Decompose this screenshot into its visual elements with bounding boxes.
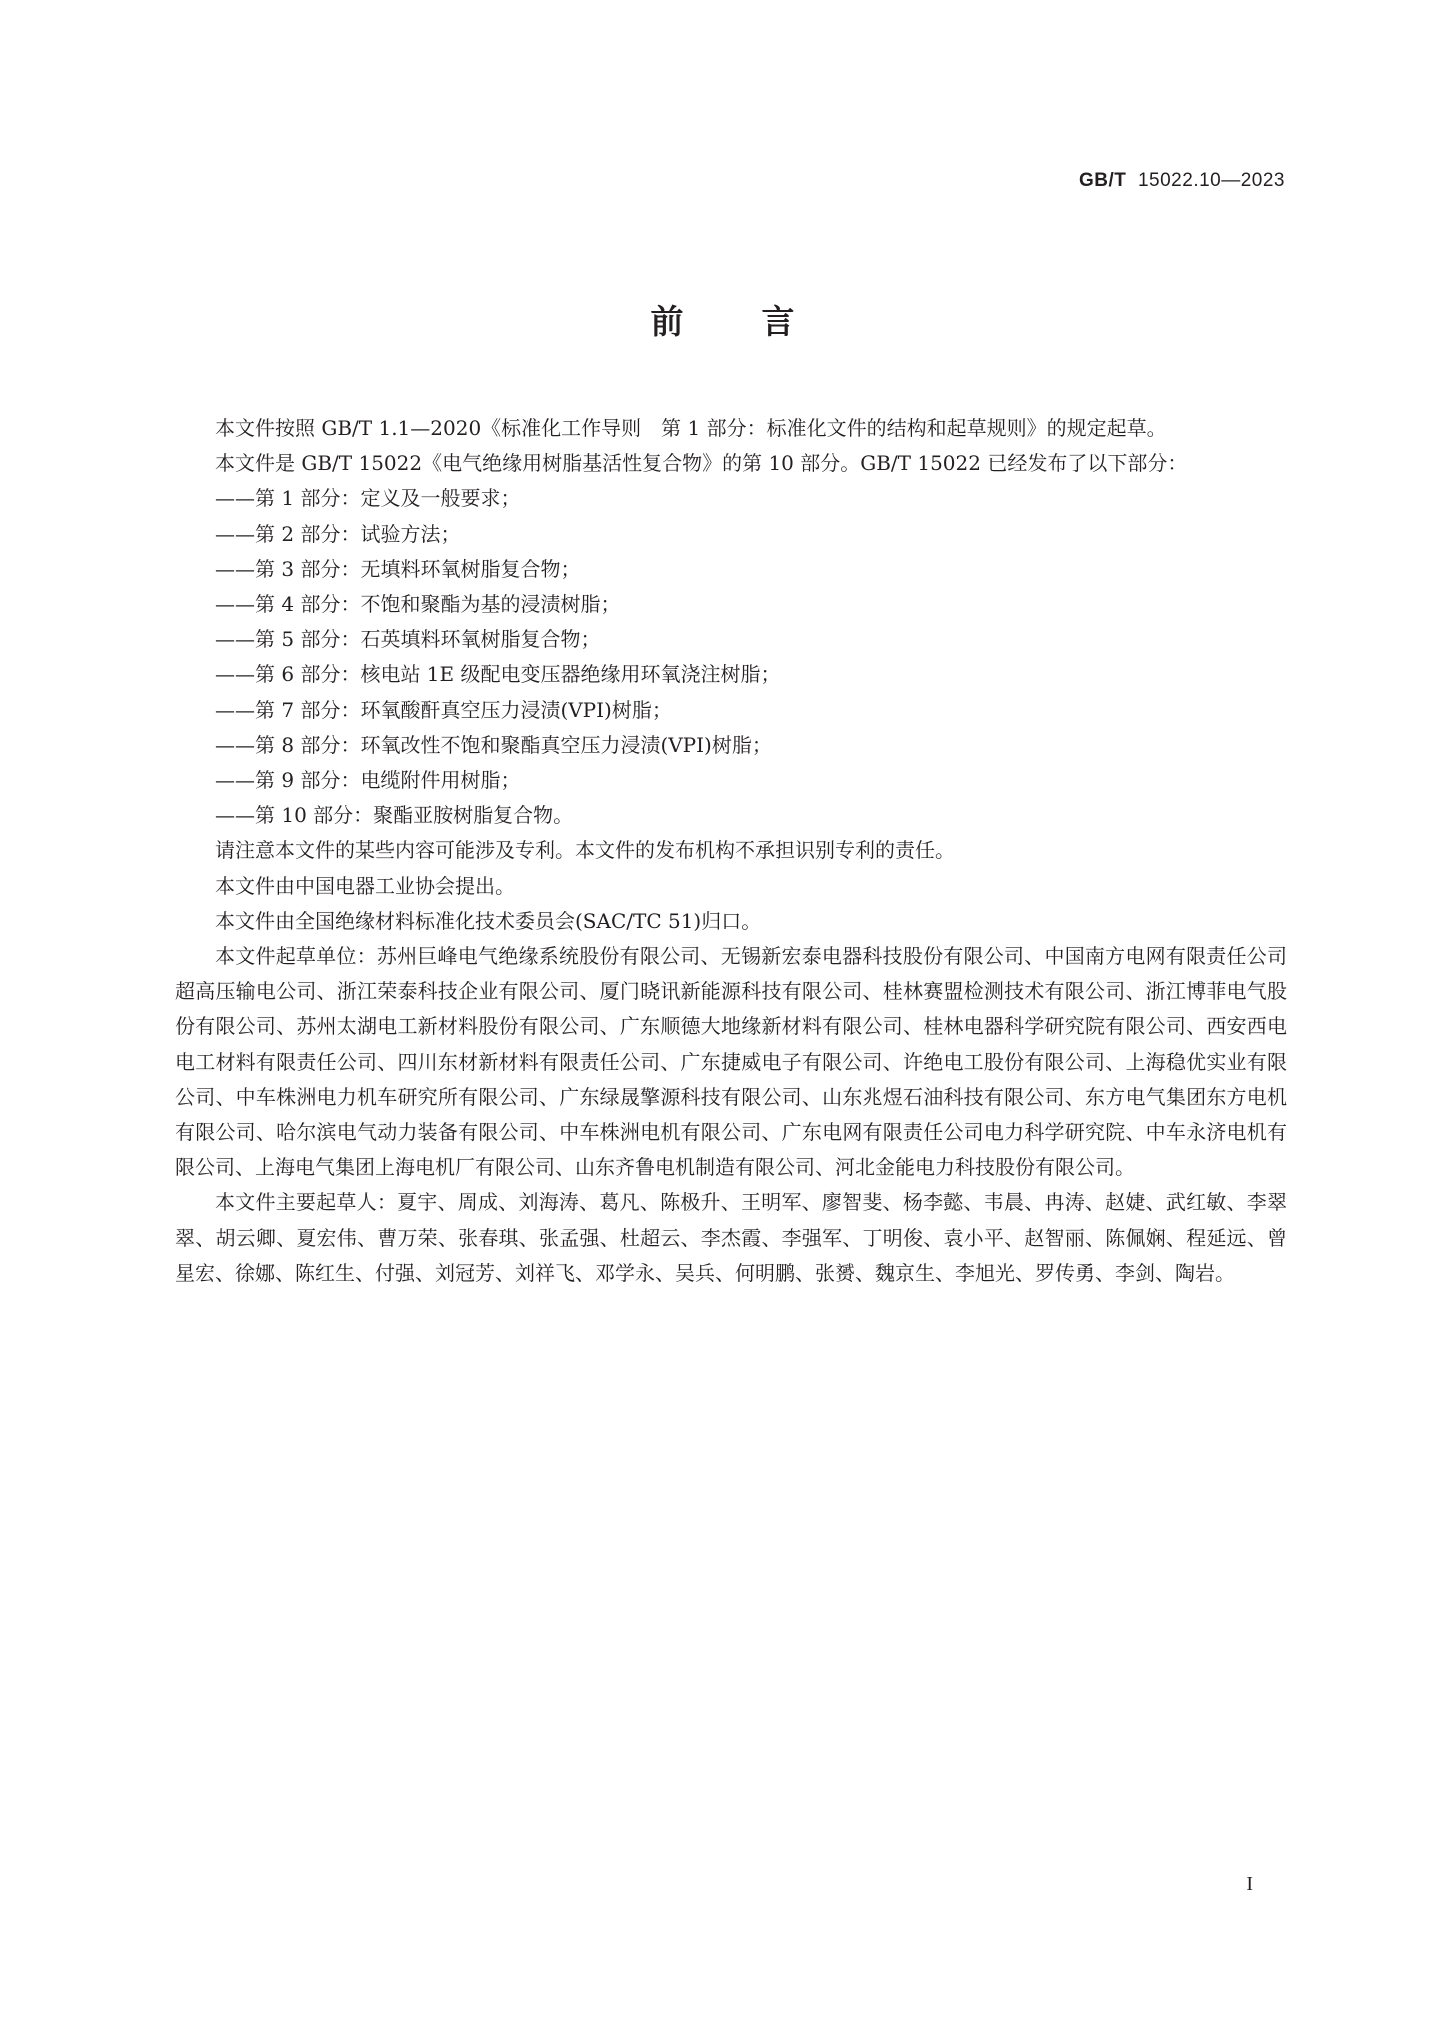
list-item: ——第 4 部分：不饱和聚酯为基的浸渍树脂； — [215, 592, 621, 617]
list-item: ——第 8 部分：环氧改性不饱和聚酯真空压力浸渍(VPI)树脂； — [215, 732, 772, 757]
paragraph-committee: 本文件由全国绝缘材料标准化技术委员会(SAC/TC 51)归口。 — [215, 908, 762, 933]
list-item: ——第 6 部分：核电站 1E 级配电变压器绝缘用环氧浇注树脂； — [215, 662, 781, 687]
paragraph-patent-notice: 请注意本文件的某些内容可能涉及专利。本文件的发布机构不承担识别专利的责任。 — [215, 838, 955, 863]
list-item: ——第 9 部分：电缆附件用树脂； — [215, 768, 521, 793]
paragraph-drafting-units: 本文件起草单位：苏州巨峰电气绝缘系统股份有限公司、无锡新宏泰电器科技股份有限公司、中国南方电网有限责任公司超高压输电公司、浙江荣泰科技企业有限公司、厦门晓讯新能源科技有限公司、桂林赛盟检测技术有限公司、浙江博菲电气股份有限公司、苏州太湖电工新材料股份有限公司、广东顺德大地缘新材料有限公司、桂林电器科学研究院有限公司、西安西电电工材料有限责任公司、四川东材新材料有限责任公司、广东捷威电子有限公司、许绝电工股份有限公司、上海稳优实业有限公司、中车株洲电力机车研究所有限公司、广东绿晟擎源科技有限公司、山东兆煜石油科技有限公司、东方电气集团东方电机有限公司、哈尔滨电气动力装备有限公司、中车株洲电机有限公司、广东电网有限责任公司电力科学研究院、中车永济电机有限公司、上海电气集团上海电机厂有限公司、山东齐鲁电机制造有限公司、河北金能电力科技股份有限公司。 — [175, 944, 1287, 1180]
preface-body — [175, 411, 1287, 1291]
list-item: ——第 1 部分：定义及一般要求； — [215, 486, 521, 511]
list-item: ——第 5 部分：石英填料环氧树脂复合物； — [215, 627, 601, 652]
page-number: I — [1246, 1873, 1253, 1895]
paragraph-drafters: 本文件主要起草人：夏宇、周成、刘海涛、葛凡、陈极升、王明军、廖智斐、杨李懿、韦晨、冉涛、赵婕、武红敏、李翠翠、胡云卿、夏宏伟、曹万荣、张春琪、张孟强、杜超云、李杰霞、李强军、丁明俊、袁小平、赵智丽、陈佩娴、程延远、曾星宏、徐娜、陈红生、付强、刘冠芳、刘祥飞、邓学永、吴兵、何明鹏、张赟、魏京生、李旭光、罗传勇、李剑、陶岩。 — [175, 1190, 1287, 1285]
document-code: 15022.10—2023 — [1137, 170, 1285, 191]
page-title: 前言 — [650, 302, 873, 341]
list-item: ——第 7 部分：环氧酸酐真空压力浸渍(VPI)树脂； — [215, 697, 672, 722]
paragraph-series-intro: 本文件是 GB/T 15022《电气绝缘用树脂基活性复合物》的第 10 部分。GB/T 15022 已经发布了以下部分： — [215, 451, 1188, 476]
document-prefix: GB/T — [1079, 170, 1127, 191]
list-item: ——第 3 部分：无填料环氧树脂复合物； — [215, 556, 581, 581]
document-number — [1079, 170, 1285, 192]
paragraph-proposer: 本文件由中国电器工业协会提出。 — [215, 873, 515, 898]
list-item: ——第 10 部分：聚酯亚胺树脂复合物。 — [215, 803, 574, 828]
list-item: ——第 2 部分：试验方法； — [215, 521, 461, 546]
paragraph-drafting-rule: 本文件按照 GB/T 1.1—2020《标准化工作导则 第 1 部分：标准化文件的结构和起草规则》的规定起草。 — [215, 416, 1167, 440]
